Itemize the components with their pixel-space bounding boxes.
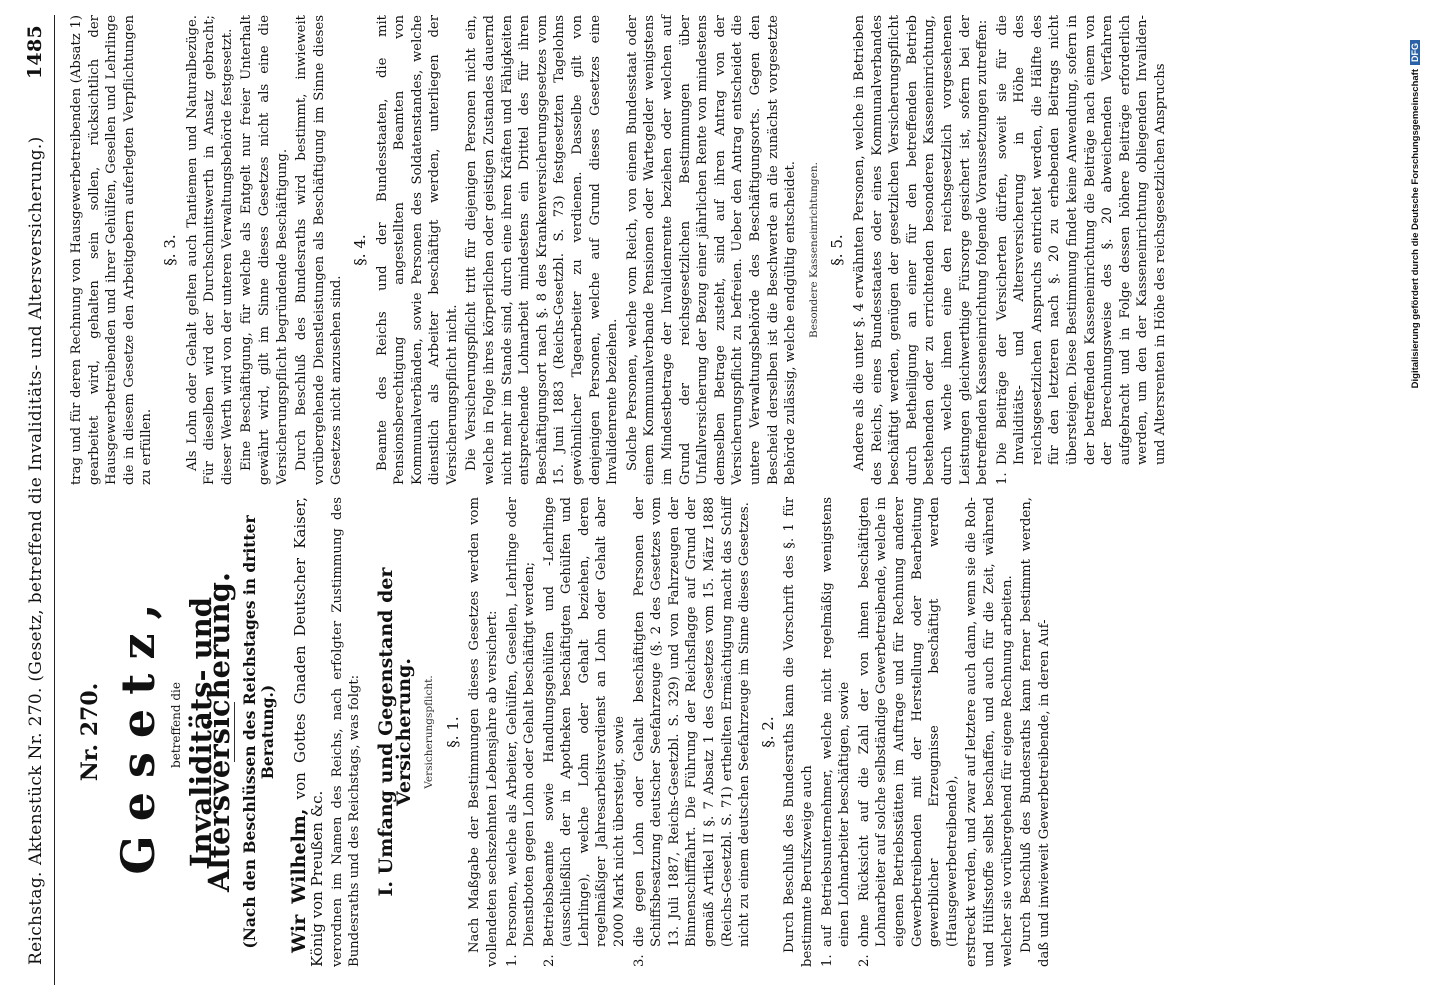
digitization-text xyxy=(1410,40,1426,960)
betreffend-line: betreffend die xyxy=(168,682,183,768)
item-number: 3. xyxy=(631,954,647,967)
paragraph-text: Andere als die unter §. 4 erwähnten Personen, welche in Betrieben des Reichs, eines Bundesstaates oder eines Kommunalverbandes beschäftigt werden, genügen der gesetzlichen Versicherungspflicht durch Betheiligung an einer für den betreffenden Betrieb bestehenden oder zu errichtenden besonderen Kasseneinrichtung, durch welche ihnen eine den reichsgesetzlich vorgesehenen Leistungen gleichwerthige Fürsorge gesichert ist, sofern bei der betreffenden Kasseneinrichtung folgende Voraussetzungen zutreffen: xyxy=(851,15,991,485)
item-text: Die Beiträge der Versicherten dürfen, soweit sie für die Invaliditäts- und Altersversicherung in Höhe des reichsgesetzlichen Anspruchs entrichtet werden, die Hälfte des für den letzteren nach §. 20 zu erhebenden Beitrags nicht übersteigen. Diese Bestimmung findet keine Anwendung, sofern in der betreffenden Kasseneinrichtung die Beiträge nach einem von der Berechnungsweise des §. 20 abweichenden Verfahren aufgebracht und in Folge dessen höhere Beiträge erforderlich werden, um den der Kasseneinrichtung obliegenden Invaliden- und Altersrenten in Höhe des reichsgesetzlichen Anspruchs xyxy=(994,15,1169,465)
running-header xyxy=(20,15,55,985)
item-text: auf Betriebsunternehmer, welche nicht regelmäßig wenigstens einen Lohnarbeiter beschäftigen, sowie xyxy=(819,497,853,947)
header-left: Reichstag. xyxy=(26,871,46,965)
paragraph-text: Durch Beschluß des Bundesraths wird bestimmt, inwieweit vorübergehende Dienstleistungen als Beschäftigung im Sinne dieses Gesetzes nicht anzusehen sind. xyxy=(294,15,345,485)
paragraph-text: erstreckt werden, und zwar auf letztere auch dann, wenn sie die Roh- und Hülfsstoffe selbst beschaffen, und auch für die Zeit, während welcher sie vorübergehend für eigene Rechnung arbeiten. xyxy=(964,497,1015,967)
item-number: 1. xyxy=(994,472,1010,485)
left-column xyxy=(68,497,1055,967)
item-text: Personen, welche als Arbeiter, Gehülfen, Gesellen, Lehrlinge oder Dienstboten gegen Lohn oder Gehalt beschäftigt werden; xyxy=(504,497,538,947)
paragraph-text: trag und für deren Rechnung von Hausgewerbetreibenden (Absatz 1) gearbeitet wird, gehalten sein sollen, rücksichtlich der Hausgewerbetreibenden und ihrer Gehülfen, Gesellen und Lehrlinge die in diesem Gesetze den Arbeitgebern auferlegten Verpflichtungen zu erfüllen. xyxy=(69,15,155,485)
sidenote: Besondere Kasseneinrichtungen. xyxy=(807,162,820,338)
section-heading: I. Umfang und Gegenstand der Versicherung. xyxy=(374,567,415,897)
item-text: die gegen Lohn oder Gehalt beschäftigten Personen der Schiffsbesatzung deutscher Seefahrzeuge (§. 2 des Gesetzes vom 13. Juli 1887, Reichs-Gesetzbl. S. 329) und von Fahrzeugen der Binnenschifffahrt. Die Führung der Reichsflagge auf Grund der gemäß Artikel II §. 7 Absatz 1 des Gesetzes vom 15. März 1888 (Reichs-Gesetzbl. S. 71) ertheilten Ermächtigung macht das Schiff nicht zu einem deutschen Seefahrzeuge im Sinne dieses Gesetzes. xyxy=(631,497,753,947)
dfg-logo: DFG xyxy=(1410,40,1420,65)
list-item xyxy=(541,497,629,967)
law-title: Invaliditäts- und Altersversicherung. xyxy=(184,572,236,892)
list-item xyxy=(504,497,539,967)
page-number: 1485 xyxy=(24,25,46,80)
paragraph-number: §. 5. xyxy=(828,234,847,266)
emperor-name: Wir Wilhelm, xyxy=(287,808,310,953)
emperor-titles: von Gottes Gnaden Deutscher Kaiser, König von Preußen &c. xyxy=(290,497,327,967)
paragraph-text: Die Versicherungspflicht tritt für diejenigen Personen nicht ein, welche in Folge ihres körperlichen oder geistigen Zustandes dauernd nicht mehr im Stande sind, durch eine ihren Kräften und Fähigkeiten entsprechende Lohnarbeit mindestens ein Drittel des für ihren Beschäftigungsort nach §. 8 des Krankenversicherungsgesetzes vom 15. Juni 1883 (Reichs-Gesetzbl. S. 73) festgesetzten Tagelohns gewöhnlicher Tagearbeiter zu verdienen. Dasselbe gilt von denjenigen Personen, welche auf Grund dieses Gesetzes eine Invalidenrente beziehen. xyxy=(464,15,621,485)
preamble: verordnen im Namen des Reichs, nach erfolgter Zustimmung des Bundesraths und des Reichstags, was folgt: xyxy=(329,497,363,967)
law-heading: Gesetz, xyxy=(110,589,165,875)
sidenote: Versicherungspflicht. xyxy=(423,675,436,789)
law-subtitle: (Nach den Beschlüssen des Reichstages in dritter Beratung.) xyxy=(240,515,277,949)
paragraph-text: Beamte des Reichs und der Bundesstaaten, die mit Pensionsberechtigung angestellten Beamten von Kommunalverbänden, sowie Personen des Soldatenstandes, welche dienstlich als Arbeiter beschäftigt werden, unterliegen der Versicherungspflicht nicht. xyxy=(374,15,460,485)
item-number: 2. xyxy=(541,954,557,967)
item-text: Betriebsbeamte sowie Handlungsgehülfen und -Lehrlinge (ausschließlich der in Apotheken beschäftigten Gehülfen und Lehrlinge), welche Lohn oder Gehalt beziehen, deren regelmäßiger Jahresarbeitsverdienst an Lohn oder Gehalt aber 2000 Mark nicht übersteigt, sowie xyxy=(541,497,628,947)
paragraph-number: §. 3. xyxy=(160,234,179,266)
list-item xyxy=(856,497,962,967)
digitization-credit xyxy=(1410,40,1426,960)
document-page xyxy=(10,15,1415,985)
emperor-line xyxy=(287,497,327,967)
paragraph-text: Durch Beschluß des Bundesraths kann ferner bestimmt werden, daß und inwieweit Gewerbetreibende, in deren Auf- xyxy=(1019,497,1052,967)
list-item xyxy=(631,497,754,967)
right-column xyxy=(68,15,1172,485)
credit-text: Digitalisierung gefördert durch die Deutsche Forschungsgemeinschaft xyxy=(1410,69,1421,389)
paragraph-text: Solche Personen, welche vom Reich, von einem Bundesstaat oder einem Kommunalverbande Pensionen oder Wartegelder wenigstens im Mindestbetrage der Invalidenrente beziehen oder welchen auf Grund der reichsgesetzlichen Bestimmungen über Unfallversicherung der Bezug einer jährlichen Rente von mindestens demselben Betrage zusteht, sind auf ihren Antrag von der Versicherungspflicht zu befreien. Ueber den Antrag entscheidet die untere Verwaltungsbehörde des Beschäftigungsorts. Gegen den Bescheid derselben ist die Beschwerde an die zunächst vorgesetzte Behörde zulässig, welche endgültig entscheidet. xyxy=(624,15,799,485)
item-number: 1. xyxy=(819,954,835,967)
list-item xyxy=(819,497,854,967)
paragraph-text: Durch Beschluß des Bundesraths kann die Vorschrift des §. 1 für bestimmte Berufszweige auch xyxy=(782,497,815,967)
item-number: 1. xyxy=(504,954,520,967)
item-text: ohne Rücksicht auf die Zahl der von ihnen beschäftigten Lohnarbeiter auf solche selbständige Gewerbetreibende, welche in eigenen Betriebsstätten im Auftrage und für Rechnung anderer Gewerbetreibenden mit der Herstellung oder Bearbeitung gewerblicher Erzeugnisse beschäftigt werden (Hausgewerbetreibende), xyxy=(856,497,960,947)
item-number: 2. xyxy=(856,954,872,967)
paragraph-number: §. 1. xyxy=(443,716,462,748)
list-item xyxy=(994,15,1170,485)
paragraph-text: Als Lohn oder Gehalt gelten auch Tantiemen und Naturalbezüge. Für dieselben wird der Durchschnittswerth in Ansatz gebracht; dieser Werth wird von der unteren Verwaltungsbehörde festgesetzt. xyxy=(184,15,235,485)
paragraph-text: Eine Beschäftigung, für welche als Entgelt nur freier Unterhalt gewährt wird, gilt im Sinne dieses Gesetzes nicht als eine die Versicherungspflicht begründende Beschäftigung. xyxy=(239,15,290,485)
paragraph-text: Nach Maßgabe der Bestimmungen dieses Gesetzes werden vom vollendeten sechszehnten Lebensjahre ab versichert: xyxy=(467,497,500,967)
header-title: Aktenstück Nr. 270. (Gesetz, betreffend die Invaliditäts- und Altersversicherung.) xyxy=(26,136,46,865)
document-number: Nr. 270. xyxy=(77,682,103,782)
paragraph-number: §. 2. xyxy=(758,716,777,748)
paragraph-number: §. 4. xyxy=(350,234,369,266)
